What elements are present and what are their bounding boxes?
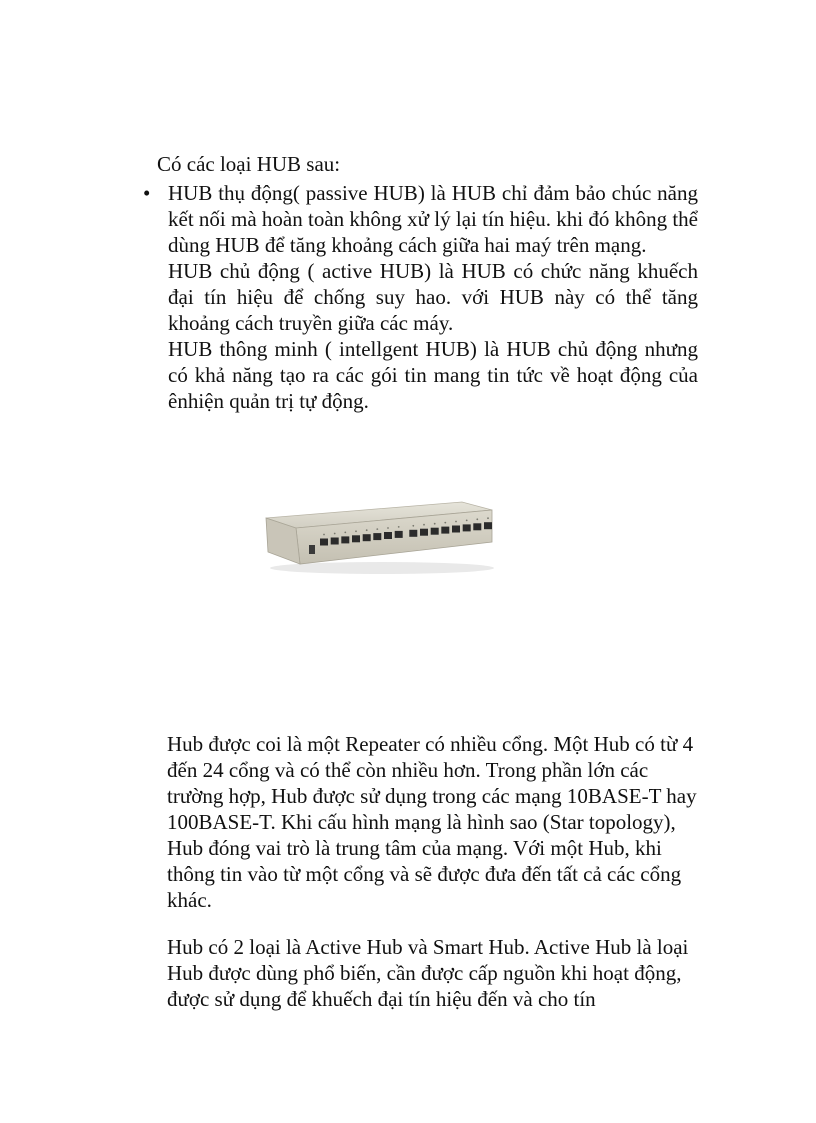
ethernet-port-icon xyxy=(363,534,371,541)
bullet-icon: • xyxy=(143,181,151,205)
status-led-icon xyxy=(355,530,357,532)
passive-hub-text: HUB thụ động( passive HUB) là HUB chỉ đảm bảo chúc năng kết nối mà hoàn toàn không xử lý lại tín hiệu. khi đó không thể dùng HUB để tăng khoảng cách giữa hai maý trên mạng. xyxy=(168,181,698,257)
power-switch-icon xyxy=(309,545,315,554)
status-led-icon xyxy=(476,518,478,520)
hub-types-list xyxy=(168,180,698,414)
status-led-icon xyxy=(376,528,378,530)
paragraph-hub-types: Hub có 2 loại là Active Hub và Smart Hub. Active Hub là loại Hub được dùng phổ biến, cần được cấp nguồn khi hoạt động, được sử dụng để khuếch đại tín hiệu đến và cho tín xyxy=(167,935,689,1011)
ethernet-port-icon xyxy=(409,530,417,537)
ethernet-port-icon xyxy=(431,528,439,535)
status-led-icon xyxy=(398,526,400,528)
status-led-icon xyxy=(487,517,489,519)
status-led-icon xyxy=(366,529,368,531)
ethernet-port-icon xyxy=(341,536,349,543)
ethernet-port-icon xyxy=(352,535,360,542)
status-led-icon xyxy=(444,522,446,524)
intelligent-hub-text: HUB thông minh ( intellgent HUB) là HUB chủ động nhưng có khả năng tạo ra các gói tin mang tin tức về hoạt động của ênhiện quản trị tự động. xyxy=(168,337,698,413)
active-hub-text: HUB chủ động ( active HUB) là HUB có chức năng khuếch đại tín hiệu để chống suy hao. với HUB này có thể tăng khoảng cách truyền giữa các máy. xyxy=(168,259,698,335)
status-led-icon xyxy=(455,521,457,523)
ethernet-port-icon xyxy=(441,527,449,534)
ethernet-port-icon xyxy=(384,532,392,539)
ethernet-port-icon xyxy=(320,539,328,546)
network-hub-image xyxy=(262,498,494,576)
status-led-icon xyxy=(434,523,436,525)
status-led-icon xyxy=(423,524,425,526)
status-led-icon xyxy=(323,534,325,536)
ethernet-port-icon xyxy=(395,531,403,538)
ethernet-port-icon xyxy=(473,523,481,530)
ethernet-port-icon xyxy=(420,529,428,536)
status-led-icon xyxy=(344,532,346,534)
ethernet-port-icon xyxy=(373,533,381,540)
status-led-icon xyxy=(412,525,414,527)
status-led-icon xyxy=(334,533,336,535)
intro-label: Có các loại HUB sau: xyxy=(157,152,341,176)
status-led-icon xyxy=(466,520,468,522)
ethernet-port-icon xyxy=(484,522,492,529)
status-led-icon xyxy=(387,527,389,529)
ethernet-port-icon xyxy=(331,538,339,545)
ethernet-port-icon xyxy=(452,526,460,533)
paragraph-repeater: Hub được coi là một Repeater có nhiều cổng. Một Hub có từ 4 đến 24 cổng và có thể còn nhiều hơn. Trong phần lớn các trường hợp, Hub được sử dụng trong các mạng 10BASE-T hay 100BASE-T. Khi cấu hình mạng là hình sao (Star topology), Hub đóng vai trò là trung tâm của mạng. Với một Hub, khi thông tin vào từ một cổng và sẽ được đưa đến tất cả các cổng khác. xyxy=(167,732,697,912)
ethernet-port-icon xyxy=(463,524,471,531)
